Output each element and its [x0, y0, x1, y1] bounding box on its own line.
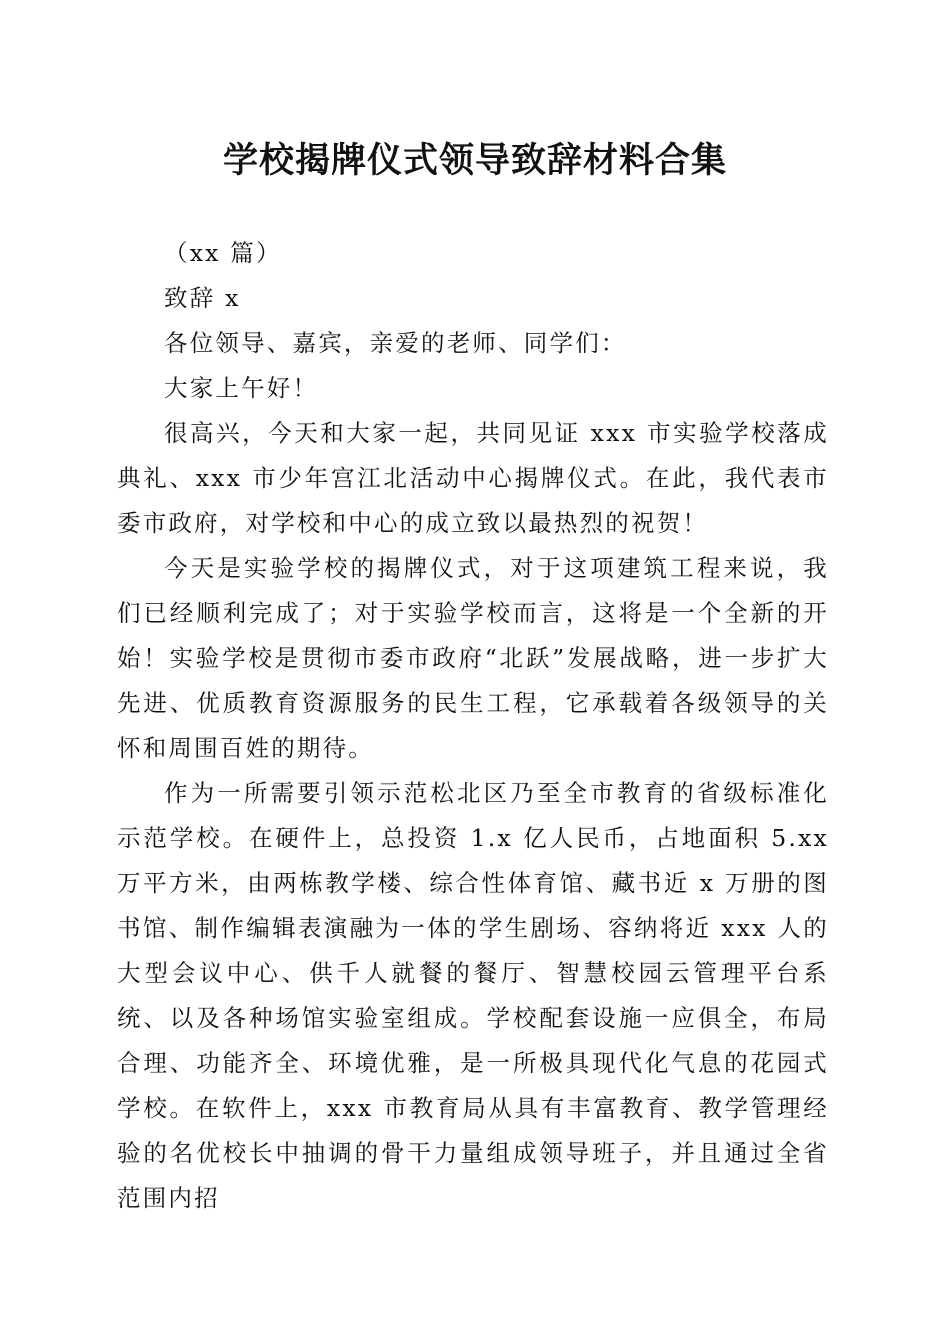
paragraph-count-note: （xx 篇）: [164, 239, 282, 267]
paragraph-opening: 很高兴，今天和大家一起，共同见证 xxx 市实验学校落成典礼、xxx 市少年宫江北活动中心揭牌仪式。在此，我代表市委市政府，对学校和中心的成立致以最热烈的祝贺！: [117, 419, 829, 537]
paragraph-facilities: 作为一所需要引领示范松北区乃至全市教育的省级标准化示范学校。在硬件上，总投资 1.x 亿人民币，占地面积 5.xx 万平方米，由两栋教学楼、综合性体育馆、藏书近 x 万册的图书馆、制作编辑表演融为一体的学生剧场、容纳将近 xxx 人的大型会议中心、供千人就餐的餐厅、智慧校园云管理平台系统、以及各种场馆实验室组成。学校配套设施一应俱全，布局合理、功能齐全、环境优雅，是一所极具现代化气息的花园式学校。在软件上，xxx 市教育局从具有丰富教育、教学管理经验的名优校长中抽调的骨干力量组成领导班子，并且通过全省范围内招: [117, 779, 829, 1212]
document-body: [117, 231, 829, 1221]
paragraph-speech-heading: 致辞 x: [164, 284, 241, 312]
paragraph-significance: 今天是实验学校的揭牌仪式，对于这项建筑工程来说，我们已经顺利完成了；对于实验学校而言，这将是一个全新的开始！实验学校是贯彻市委市政府“北跃”发展战略，进一步扩大先进、优质教育资源服务的民生工程，它承载着各级领导的关怀和周围百姓的期待。: [117, 554, 829, 762]
document-title: 学校揭牌仪式领导致辞材料合集: [222, 140, 727, 181]
paragraph-greeting: 大家上午好！: [164, 374, 319, 402]
paragraph-salutation: 各位领导、嘉宾，亲爱的老师、同学们：: [164, 329, 627, 357]
